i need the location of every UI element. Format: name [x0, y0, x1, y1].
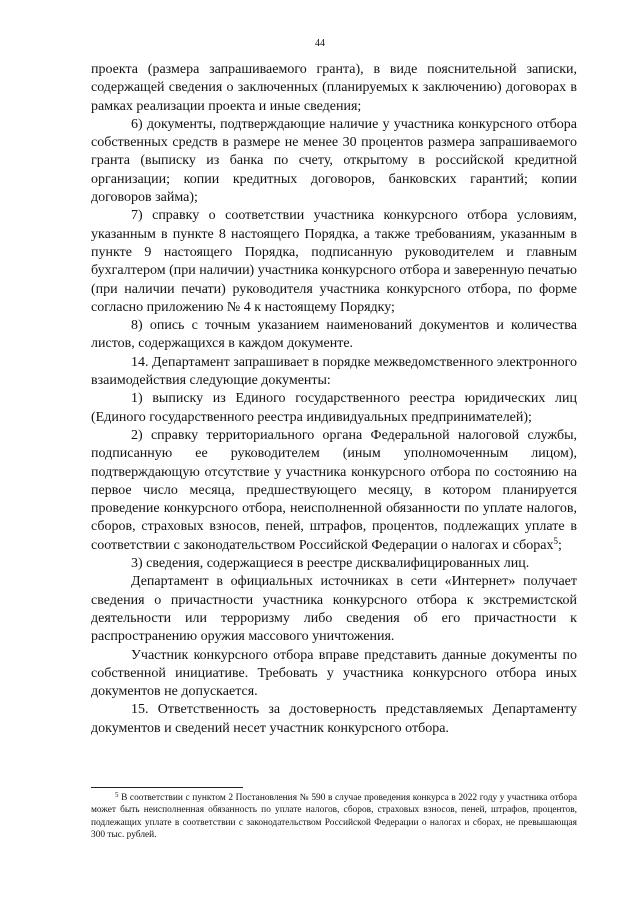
paragraph-14-item-1: 1) выписку из Единого государственного реестра юридических лиц (Единого государственного реестра индивидуальных предпринимателей);	[91, 391, 577, 425]
footnote-marker: 5	[115, 791, 119, 799]
footnote-text: В соответствии с пунктом 2 Постановления № 590 в случае проведения конкурса в 2022 году у участника отбора может быть неисполненная обязанность по уплате налогов, сборов, страховых взносов, пеней, штрафов, процентов, подлежащих уплате в соответствии с законодательством Российской Федерации о налогах и сборах, не превышающая 300 тыс. рублей.	[91, 793, 577, 841]
paragraph-item-8: 8) опись с точным указанием наименований документов и количества листов, содержащихся в каждом документе.	[91, 318, 577, 352]
paragraph-continuation: проекта (размера запрашиваемого гранта), в виде пояснительной записки, содержащей сведения о заключенных (планируемых к заключению) договорах в рамках реализации проекта и иные сведения;	[91, 62, 577, 114]
paragraph-clause-14: 14. Департамент запрашивает в порядке межведомственного электронного взаимодействия следующие документы:	[91, 354, 577, 389]
paragraph-own-initiative: Участник конкурсного отбора вправе представить данные документы по собственной инициативе. Требовать у участника конкурсного отбора иных документов не допускается.	[91, 647, 577, 700]
paragraph-clause-15: 15. Ответственность за достоверность представляемых Департаменту документов и сведений несет участник конкурсного отбора.	[91, 702, 577, 736]
paragraph-item-6: 6) документы, подтверждающие наличие у участника конкурсного отбора собственных средств в размере не менее 30 процентов размера запрашиваемого гранта (выписку из банка по счету, открытому в российской кредитной организации; копии кредитных договоров, банковских гарантий; копии договоров займа);	[91, 116, 577, 206]
paragraph-14-item-3: 3) сведения, содержащиеся в реестре дисквалифицированных лиц.	[131, 556, 530, 572]
page-number: 44	[315, 38, 325, 49]
paragraph-14-item-2-tail: ;	[557, 537, 562, 553]
footnote-5	[91, 792, 577, 842]
paragraph-internet-sources: Департамент в официальных источниках в сети «Интернет» получает сведения о причастности участника конкурсного отбора к экстремистской деятельности или терроризму либо сведения об его причастности к распространению оружия массового уничтожения.	[91, 574, 577, 645]
footnote-reference: 5	[553, 535, 558, 546]
paragraph-item-7: 7) справку о соответствии участника конкурсного отбора условиям, указанным в пункте 8 настоящего Порядка, а также требованиям, указанным в пункте 9 настоящего Порядка, подписанную руководителем и главным бухгалтером (при наличии) участника конкурсного отбора и заверенную печатью (при наличии печати) руководителя участника конкурсного отбора, по форме согласно приложению № 4 к настоящему Порядку;	[91, 208, 578, 315]
paragraph-14-item-2-text: 2) справку территориального органа Федеральной налоговой службы, подписанную ее руководителем (иным уполномоченным лицом), подтверждающую отсутствие у участника конкурсного отбора по состоянию на первое число месяца, предшествующего месяцу, в котором планируется проведение конкурсного отбора, неисполненной обязанности по уплате налогов, сборов, страховых взносов, пеней, штрафов, процентов, подлежащих уплате в соответствии с законодательством Российской Федерации о налогах и сборах	[91, 427, 577, 553]
paragraph-14-item-2	[91, 427, 577, 555]
footnote	[91, 792, 577, 842]
footnote-separator	[91, 787, 243, 788]
body-text	[91, 61, 577, 738]
